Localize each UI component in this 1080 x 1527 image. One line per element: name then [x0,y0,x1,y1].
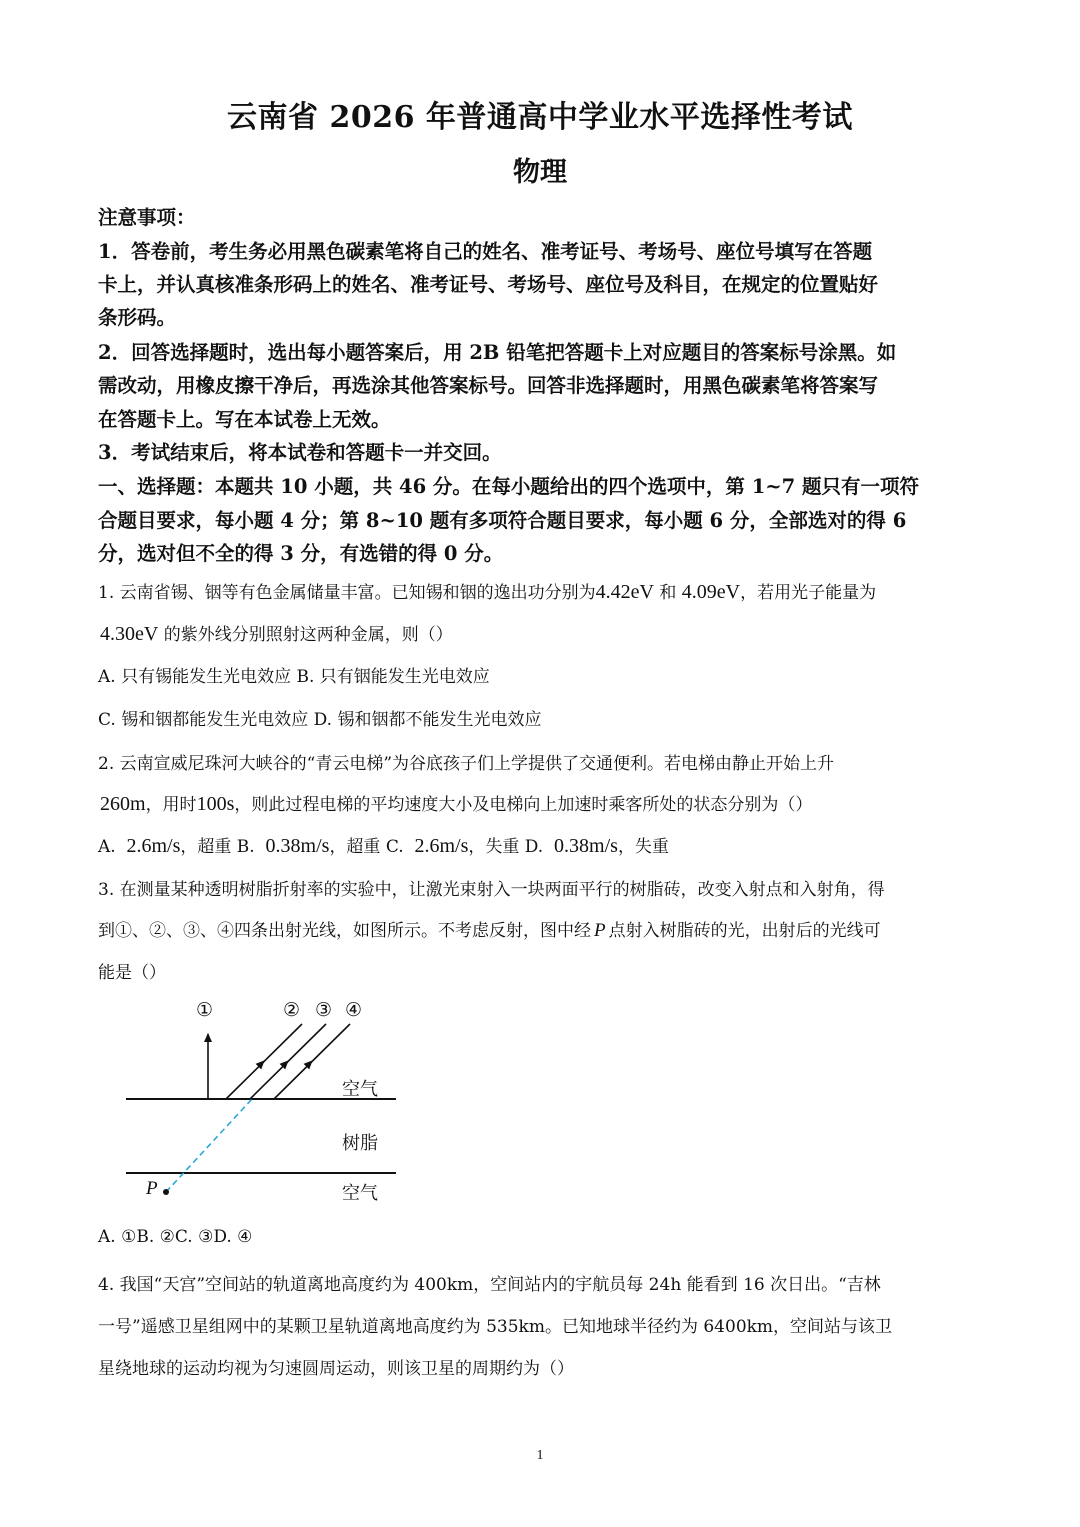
point-p-dot [163,1189,169,1195]
work-function-tin: 4.42eV [595,581,654,603]
question-text: 点射入树脂砖的光，出射后的光线可 [608,921,881,941]
ray-4-arrow [274,1061,312,1099]
question-1-options-cd: C. 锡和铟都能发生光电效应 D. 锡和铟都不能发生光电效应 [98,710,542,730]
option-c-value: 2.6m/s [414,835,469,857]
ray-4 [274,1024,350,1099]
photon-energy: 4.30eV [100,623,159,645]
option-text: ，超重 C. [329,837,404,857]
notice-line: 1．答卷前，考生务必用黑色碳素笔将自己的姓名、准考证号、考场号、座位号填写在答题 [98,240,873,263]
option-label: A. [98,837,116,857]
question-4-line3: 星绕地球的运动均视为匀速圆周运动，则该卫星的周期约为（） [98,1359,574,1379]
ray-label-3: ③ [315,999,333,1021]
exam-title: 云南省 2026 年普通高中学业水平选择性考试 [227,100,853,135]
time-value: 100s [196,793,235,815]
ray-label-1: ① [196,999,214,1021]
question-text: 1. 云南省锡、铟等有色金属储量丰富。已知锡和铟的逸出功分别为 [98,583,596,603]
ray-3-arrow [250,1061,288,1099]
point-label: P [594,920,606,941]
notice-line: 需改动，用橡皮擦干净后，再选涂其他答案标号。回答非选择题时，用黑色碳素笔将答案写 [98,374,879,397]
question-4-line2: 一号”遥感卫星组网中的某颗卫星轨道离地高度约为 535km。已知地球半径约为 6400km，空间站与该卫 [98,1317,893,1337]
ray-2-arrow [226,1061,264,1099]
question-1-options-ab: A. 只有锡能发生光电效应 B. 只有铟能发生光电效应 [98,667,490,687]
question-2-line1: 2. 云南宣威尼珠河大峡谷的“青云电梯”为谷底孩子们上学提供了交通便利。若电梯由静止开始上升 [98,754,835,774]
label-air-bottom: 空气 [342,1183,378,1204]
notice-line: 条形码。 [98,306,177,329]
section-line: 分，选对但不全的得 3 分，有选错的得 0 分。 [98,542,504,565]
height-value: 260m [100,793,146,815]
notice-line: 在答题卡上。写在本试卷上无效。 [98,408,391,431]
label-resin: 树脂 [342,1133,378,1154]
ray-2 [226,1024,302,1099]
section-line: 合题目要求，每小题 4 分；第 8~10 题有多项符合题目要求，每小题 6 分，全部选对的得 6 [98,509,907,532]
notice-line: 3．考试结束后，将本试卷和答题卡一并交回。 [98,441,502,464]
option-a-value: 2.6m/s [126,835,181,857]
option-d-value: 0.38m/s [554,835,618,857]
page-number: 1 [536,1448,544,1463]
label-air-top: 空气 [342,1079,378,1100]
section-line: 一、选择题：本题共 10 小题，共 46 分。在每小题给出的四个选项中，第 1~7 题只有一项符 [98,475,919,498]
question-text: ，若用光子能量为 [740,583,877,603]
question-text: ，用时 [145,795,197,815]
question-3-options: A. ①B. ②C. ③D. ④ [98,1227,253,1247]
notice-heading: 注意事项： [98,206,196,229]
subject-title: 物理 [513,157,567,188]
option-text: ，超重 B. [180,837,255,857]
notice-line: 卡上，并认真核准条形码上的姓名、准考证号、考场号、座位号及科目，在规定的位置贴好 [98,273,879,296]
ray-label-4: ④ [345,999,363,1021]
question-4-line1: 4. 我国“天宫”空间站的轨道离地高度约为 400km，空间站内的宇航员每 24h 能看到 16 次日出。“吉林 [98,1275,881,1295]
option-text: ，失重 D. [468,837,544,857]
question-3-line3: 能是（） [98,963,166,983]
option-b-value: 0.38m/s [265,835,330,857]
question-text: ，则此过程电梯的平均速度大小及电梯向上加速时乘客所处的状态分别为（） [234,795,813,815]
question-3-line1: 3. 在测量某种透明树脂折射率的实验中，让激光束射入一块两面平行的树脂砖，改变入射点和入射角，得 [98,880,885,900]
label-point-p: P [146,1178,158,1199]
incident-ray-dashed [166,1099,252,1192]
question-text: 和 [653,583,682,603]
ray-3 [250,1024,326,1099]
option-text: ，失重 [617,837,669,857]
question-text: 的紫外线分别照射这两种金属，则（） [158,625,453,645]
question-text: 到①、②、③、④四条出射光线，如图所示。不考虑反射，图中经 [98,921,591,941]
ray-label-2: ② [283,999,301,1021]
notice-line: 2．回答选择题时，选出每小题答案后，用 2B 铅笔把答题卡上对应题目的答案标号涂黑。如 [98,341,897,364]
work-function-indium: 4.09eV [681,581,741,603]
